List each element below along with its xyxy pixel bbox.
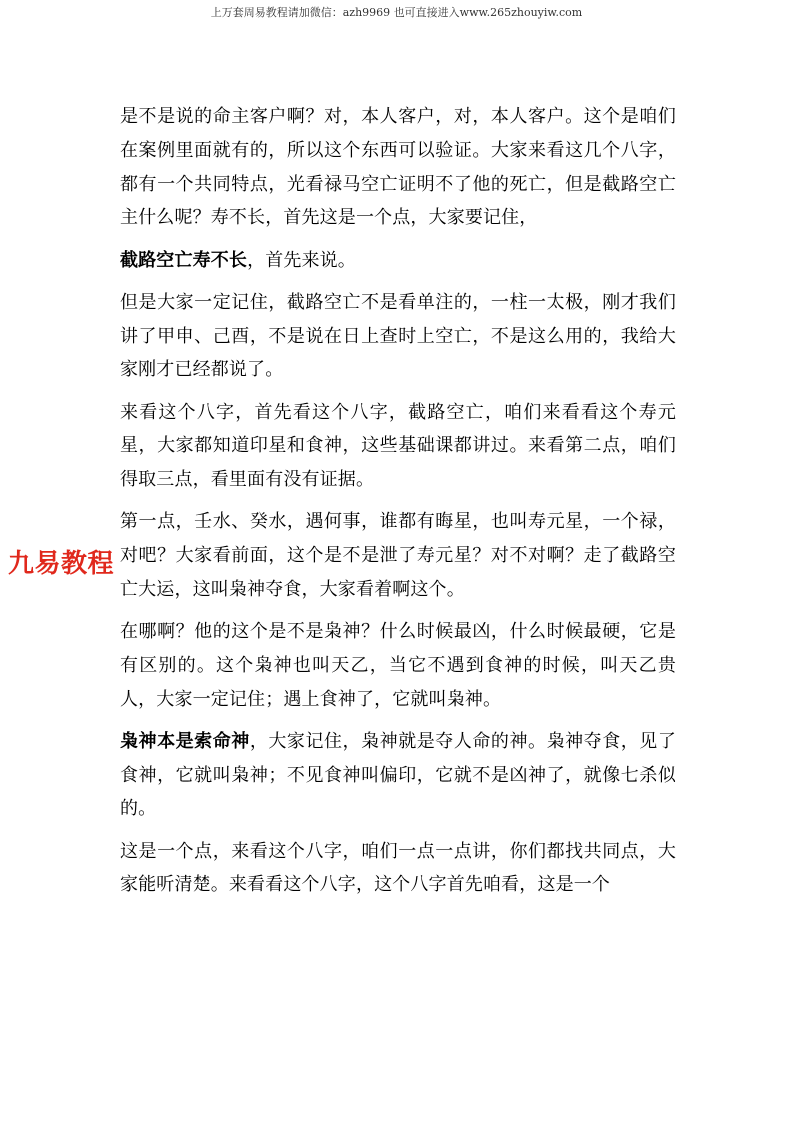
watermark-logo: 九易教程 bbox=[8, 549, 115, 579]
paragraph bbox=[120, 725, 676, 826]
paragraph-text: 是不是说的命主客户啊？对，本人客户，对，本人客户。这个是咱们在案例里面就有的，所以这个东西可以验证。大家来看这几个八字，都有一个共同特点，光看禄马空亡证明不了他的死亡，但是截路空亡主什么呢？寿不长，首先这是一个点，大家要记住， bbox=[120, 106, 676, 229]
paragraph bbox=[120, 244, 676, 278]
document-body bbox=[120, 100, 676, 911]
paragraph-text: 第一点，壬水、癸水，遇何事，谁都有晦星，也叫寿元星，一个禄，对吧？大家看前面，这个是不是泄了寿元星？对不对啊？走了截路空亡大运，这叫枭神夺食，大家看着啊这个。 bbox=[120, 511, 676, 600]
paragraph bbox=[120, 505, 676, 606]
paragraph-text: 这是一个点，来看这个八字，咱们一点一点讲，你们都找共同点，大家能听清楚。来看看这个八字，这个八字首先咱看，这是一个 bbox=[120, 840, 676, 896]
paragraph-text: 来看这个八字，首先看这个八字，截路空亡，咱们来看看这个寿元星，大家都知道印星和食神，这些基础课都讲过。来看第二点，咱们得取三点，看里面有没有证据。 bbox=[120, 401, 676, 491]
bold-phrase: 枭神本是索命神 bbox=[120, 730, 250, 752]
paragraph bbox=[120, 615, 676, 716]
bold-phrase: 截路空亡寿不长 bbox=[120, 249, 248, 271]
paragraph-text: ，首先来说。 bbox=[247, 249, 356, 271]
paragraph bbox=[120, 100, 676, 235]
paragraph-text: ，大家记住，枭神就是夺人命的神。枭神夺食，见了食神，它就叫枭神；不见食神叫偏印，它就不是凶神了，就像七杀似的。 bbox=[120, 730, 676, 820]
paragraph bbox=[120, 835, 676, 903]
paragraph-text: 在哪啊？他的这个是不是枭神？什么时候最凶，什么时候最硬，它是有区别的。这个枭神也叫天乙，当它不遇到食神的时候，叫天乙贵人，大家一定记住；遇上食神了，它就叫枭神。 bbox=[120, 621, 676, 710]
paragraph-text: 但是大家一定记住，截路空亡不是看单注的，一柱一太极，刚才我们讲了甲申、己酉，不是说在日上查时上空亡，不是这么用的，我给大家刚才已经都说了。 bbox=[120, 291, 676, 381]
paragraph bbox=[120, 396, 676, 497]
paragraph bbox=[120, 286, 676, 387]
page-header: 上万套周易教程请加微信：azh9969 也可直接进入www.265zhouyiw.com bbox=[210, 6, 583, 19]
